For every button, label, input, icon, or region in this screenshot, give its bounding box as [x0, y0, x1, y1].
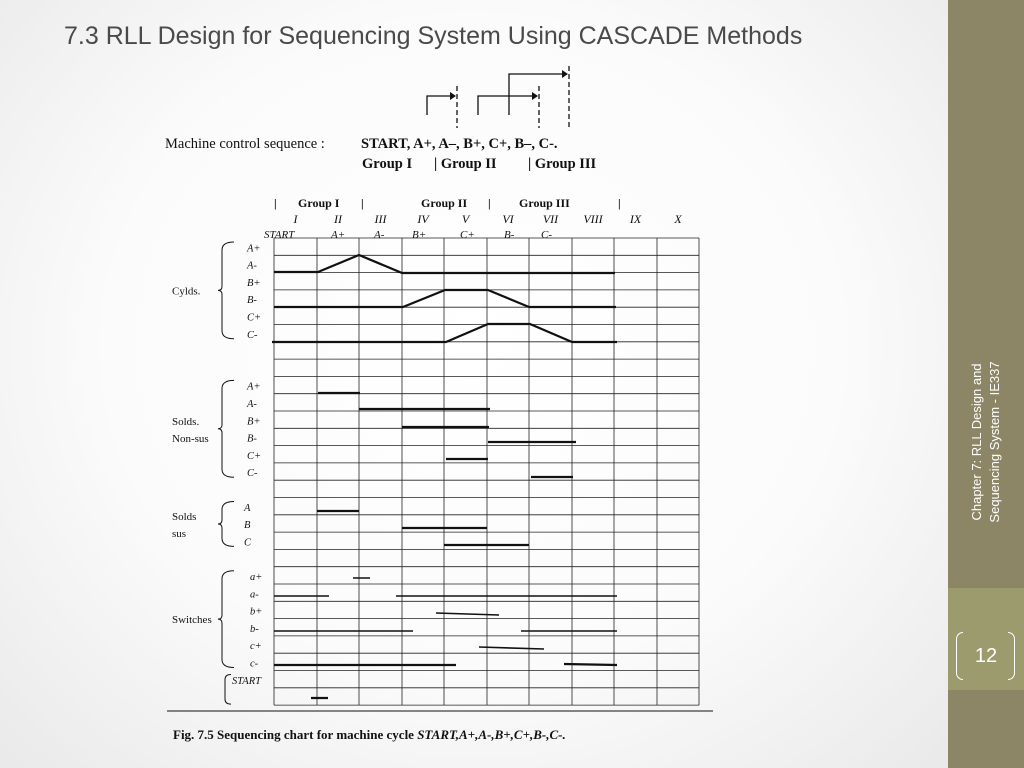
step-name-label: B- [504, 229, 515, 241]
page-number: 12 [974, 645, 998, 667]
group-header-label: Group III [519, 196, 570, 210]
row-label: A+ [247, 243, 261, 255]
step-number-label: X [674, 212, 682, 226]
bracket-icon [218, 571, 234, 668]
group-header-label: | [618, 196, 621, 210]
step-number-label: VIII [583, 212, 603, 226]
group-arrows [427, 66, 569, 128]
row-label: c- [250, 658, 259, 670]
step-name-label: B+ [412, 229, 427, 241]
row-label: C [244, 537, 252, 549]
group-header-label: Group I [298, 196, 340, 210]
step-name-label: A+ [331, 229, 346, 241]
group-label-1: Group I [362, 156, 413, 172]
chapter-line-2: Sequencing System - IE337 [987, 361, 1002, 523]
group-header-label: Group II [421, 196, 468, 210]
chapter-label [968, 361, 1004, 522]
row-label: C+ [247, 450, 262, 462]
section-label: Non-sus [172, 432, 209, 445]
slide-title: 7.3 RLL Design for Sequencing System Using CASCADE Methods [64, 22, 803, 50]
switch-b-plus-trace [436, 613, 499, 615]
row-label: A+ [247, 381, 261, 393]
group-label-3: | Group III [528, 156, 597, 172]
section-label: Switches [172, 614, 212, 627]
row-label: c+ [250, 641, 262, 653]
row-label: C+ [247, 312, 262, 324]
row-label: B [244, 520, 251, 532]
row-label: C- [247, 468, 258, 480]
bracket-icon [218, 242, 234, 339]
step-number-label: II [334, 212, 342, 226]
step-number-label: IV [417, 212, 429, 226]
bracket-icon [218, 380, 234, 477]
group-label-2: | Group II [434, 156, 497, 172]
step-number-label: III [374, 212, 387, 226]
row-label: A- [247, 399, 257, 410]
step-name-label: C- [541, 229, 552, 241]
cylinder-a-trace [274, 255, 615, 273]
step-name-label: A- [374, 229, 385, 241]
section-label: Solds. [172, 415, 200, 428]
step-number-label: VII [542, 212, 559, 226]
chapter-line-1: Chapter 7: RLL Design and [969, 363, 984, 521]
caption-italic: START,A+,A-,B+,C+,B-,C-. [417, 727, 566, 742]
step-name-label: C+ [460, 229, 475, 241]
bracket-icon [218, 502, 234, 547]
start-row-label: START [232, 675, 261, 687]
row-label: b- [250, 623, 259, 635]
step-number-label: VI [502, 212, 514, 226]
cylinder-b-trace [274, 290, 616, 307]
group-header-label: | [274, 196, 277, 210]
row-label: a+ [250, 572, 263, 583]
sequence-steps: START, A+, A–, B+, C+, B–, C-. [361, 136, 558, 152]
bracket-icon [225, 675, 231, 705]
row-label: A [244, 502, 251, 514]
step-number-label: IX [629, 212, 642, 226]
row-label: B- [247, 433, 257, 445]
row-label: B+ [247, 416, 261, 428]
row-label: b+ [250, 606, 263, 618]
cylinder-c-trace [272, 324, 617, 342]
chart-traces [272, 255, 617, 698]
group-header-label: | [361, 196, 364, 210]
row-label: A- [247, 260, 257, 272]
section-label: Cylds. [172, 285, 201, 298]
caption-bold: Fig. 7.5 Sequencing chart for machine cycle [173, 727, 418, 742]
row-label: C- [247, 329, 258, 341]
group-header-label: | [488, 196, 491, 210]
section-label: sus [172, 527, 187, 540]
sequence-label: Machine control sequence : [165, 136, 325, 152]
figure-caption [173, 727, 566, 742]
step-number-label: I [293, 212, 298, 226]
row-label: B- [247, 295, 257, 307]
section-label: Solds [172, 510, 197, 523]
switch-c-minus-trace [564, 664, 617, 665]
switch-c-plus-trace [479, 647, 544, 649]
step-number-label: V [461, 212, 470, 226]
row-label: B+ [247, 277, 261, 289]
row-label: a- [250, 589, 259, 601]
step-name-label: START [264, 229, 295, 241]
